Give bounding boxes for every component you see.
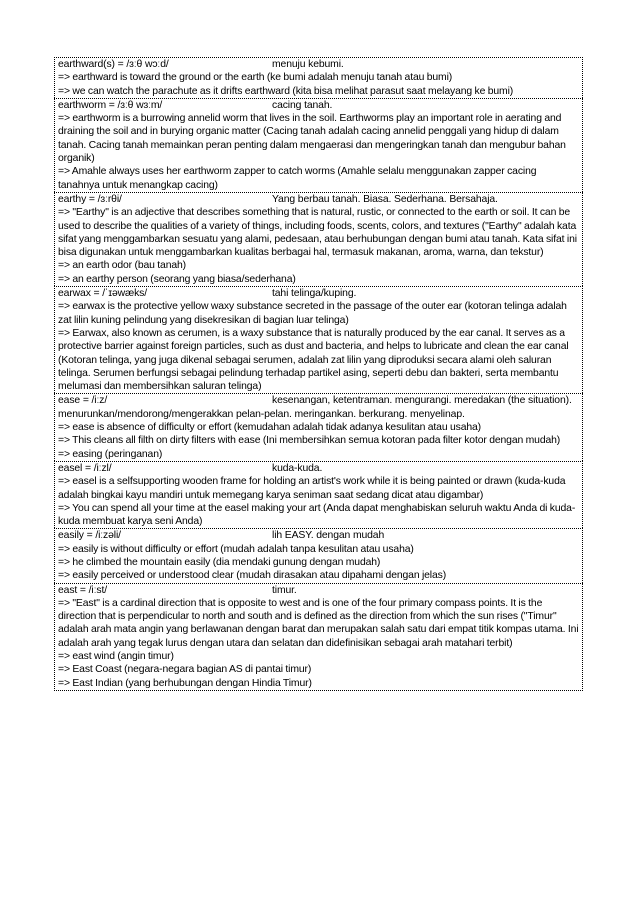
entry-example-line: => an earth odor (bau tanah) bbox=[58, 260, 187, 272]
entry-example-line: => easily perceived or understood clear (mudah dirasakan atau dipahami dengan jelas) bbox=[58, 570, 447, 582]
entry-example-line: => easing (peringanan) bbox=[58, 448, 163, 460]
entry-meaning: cacing tanah. bbox=[272, 99, 333, 111]
entry-headline bbox=[58, 99, 580, 112]
entry-example-line: => Earwax, also known as cerumen, is a waxy substance that is naturally produced by the ear canal. It serves as a protective barrier against foreign particles, such as dust and bacteria, and helps to lubricate and clean the ear canal (Kotoran telinga, yang juga dikenal sebagai serumen, adalah zat lilin yang diproduksi secara alami oleh saluran telinga. Serumen berfungsi sebagai pelindung terhadap partikel asing, seperti debu dan bakteri, serta membantu melumasi dan membersihkan saluran telinga) bbox=[58, 327, 569, 393]
entry-meaning: menuju kebumi. bbox=[272, 59, 344, 70]
entry-meaning: kesenangan, ketentraman. mengurangi. meredakan (the situation). menurunkan/mendorong/mengerakkan pelan-pelan. meringankan. berkurang. menyelinap. bbox=[58, 395, 572, 420]
dictionary-entry bbox=[54, 393, 583, 460]
dictionary-page bbox=[54, 57, 583, 691]
dictionary-entry bbox=[54, 461, 583, 528]
entry-example-line: => we can watch the parachute as it drifts earthward (kita bisa melihat parasut saat melayang ke bumi) bbox=[58, 85, 514, 97]
entry-example-line: => "East" is a cardinal direction that is opposite to west and is one of the four primary compass points. It is the direction that is perpendicular to north and south and is defined as the direction from which the sun rises ("Timur" adalah arah mata angin yang berlawanan dengan barat dan merupakan salah satu dari empat titik kompas utama. Ini adalah arah yang tegak lurus dengan utara dan selatan dan didefinisikan sebagai arah matahari terbit) bbox=[58, 597, 579, 649]
entry-meaning: lih EASY. dengan mudah bbox=[272, 530, 385, 542]
entry-headline bbox=[58, 529, 580, 542]
dictionary-entry bbox=[54, 528, 583, 582]
entry-meaning: timur. bbox=[272, 584, 297, 596]
entry-word: east = /iːst/ bbox=[58, 584, 107, 596]
entry-example-line: => Amahle always uses her earthworm zapper to catch worms (Amahle selalu menggunakan zapper cacing tanahnya untuk menangkap cacing) bbox=[58, 166, 537, 191]
entry-meaning: kuda-kuda. bbox=[272, 462, 323, 474]
entry-example-line: => ease is absence of difficulty or effort (kemudahan adalah tidak adanya kesulitan atau usaha) bbox=[58, 422, 482, 434]
entry-example-line: => he climbed the mountain easily (dia mendaki gunung dengan mudah) bbox=[58, 556, 381, 568]
entry-example-line: => earwax is the protective yellow waxy substance secreted in the passage of the outer ear (kotoran telinga adalah zat lilin kuning pelindung yang disekresikan di bagian luar telinga) bbox=[58, 301, 567, 326]
entry-headline bbox=[58, 193, 580, 206]
dictionary-entry bbox=[54, 286, 583, 393]
entry-headline bbox=[58, 584, 580, 597]
entry-word: earthy = /ɜːrθi/ bbox=[58, 193, 122, 205]
entry-example-line: => East Indian (yang berhubungan dengan Hindia Timur) bbox=[58, 677, 312, 689]
entry-word: earwax = /ˈɪəwæks/ bbox=[58, 288, 148, 300]
entry-example-line: => earthward is toward the ground or the earth (ke bumi adalah menuju tanah atau bumi) bbox=[58, 72, 453, 84]
entry-example-line: => "Earthy" is an adjective that describes something that is natural, rustic, or connected to the earth or soil. It can be used to describe the qualities of a variety of things, including foods, scents, colors, and textures ("Earthy" adalah kata sifat yang menggambarkan sesuatu yang alami, pedesaan, atau berhubungan dengan bumi atau tanah. Kata sifat ini bisa digunakan untuk menggambarkan kualitas berbagai hal, termasuk makanan, aroma, warna, dan tekstur) bbox=[58, 207, 577, 259]
entry-meaning: Yang berbau tanah. Biasa. Sederhana. Bersahaja. bbox=[272, 193, 498, 205]
dictionary-entry bbox=[54, 98, 583, 192]
dictionary-entry bbox=[54, 192, 583, 286]
entry-example-line: => East Coast (negara-negara bagian AS di pantai timur) bbox=[58, 664, 312, 676]
entry-headline bbox=[58, 462, 580, 475]
entry-word: ease = /iːz/ bbox=[58, 395, 108, 407]
entry-example-line: => east wind (angin timur) bbox=[58, 651, 174, 663]
entry-example-line: => an earthy person (seorang yang biasa/sederhana) bbox=[58, 273, 296, 285]
entry-example-line: => easily is without difficulty or effort (mudah adalah tanpa kesulitan atau usaha) bbox=[58, 543, 414, 555]
entry-example-line: => earthworm is a burrowing annelid worm that lives in the soil. Earthworms play an important role in aerating and draining the soil and in burying organic matter (Cacing tanah adalah cacing annelid penggali yang hidup di dalam tanah. Cacing tanah memainkan peran penting dalam mengaerasi dan mengeringkan tanah dan mengubur bahan organik) bbox=[58, 113, 566, 165]
entry-word: easily = /iːzəli/ bbox=[58, 530, 121, 542]
entry-headline bbox=[58, 394, 580, 421]
entry-word: easel = /iːzl/ bbox=[58, 462, 112, 474]
dictionary-entry bbox=[54, 57, 583, 98]
dictionary-entry bbox=[54, 583, 583, 691]
entry-word: earthward(s) = /ɜːθ wɔːd/ bbox=[58, 59, 169, 70]
entry-headline bbox=[58, 287, 580, 300]
entry-example-line: => easel is a selfsupporting wooden frame for holding an artist's work while it is being painted or drawn (kuda-kuda adalah bingkai kayu mandiri untuk memegang karya seniman saat sedang dicat atau digambar) bbox=[58, 476, 566, 501]
entry-word: earthworm = /ɜːθ wɜːm/ bbox=[58, 99, 163, 111]
entry-headline bbox=[58, 58, 580, 71]
entry-meaning: tahi telinga/kuping. bbox=[272, 288, 357, 300]
entry-example-line: => You can spend all your time at the easel making your art (Anda dapat menghabiskan seluruh waktu Anda di kuda-kuda membuat karya seni Anda) bbox=[58, 502, 576, 528]
entry-example-line: => This cleans all filth on dirty filters with ease (Ini membersihkan semua kotoran pada filter kotor dengan mudah) bbox=[58, 435, 561, 447]
